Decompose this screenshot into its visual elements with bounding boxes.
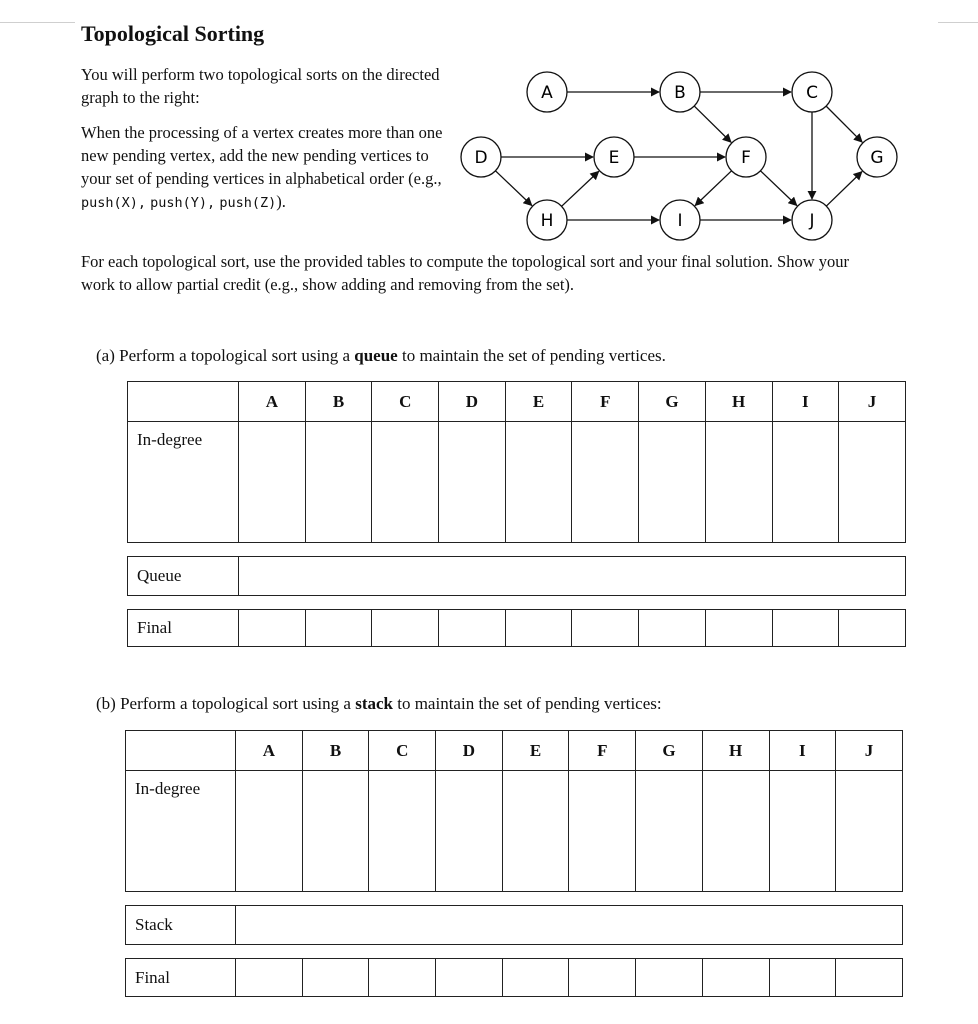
part-a-col-e: E — [505, 382, 572, 422]
part-a-col-i: I — [772, 382, 839, 422]
part-a-indegree-cell[interactable] — [772, 422, 839, 543]
part-a-indegree-cell[interactable] — [372, 422, 439, 543]
part-b-col-b: B — [302, 731, 369, 771]
part-a-text-post: to maintain the set of pending vertices. — [401, 346, 666, 365]
part-b-final-table — [125, 958, 903, 997]
part-b-col-c: C — [369, 731, 436, 771]
part-b-corner-cell — [126, 731, 236, 771]
vertex-label: J — [809, 211, 815, 231]
part-a-queue-label: Queue — [128, 557, 239, 596]
top-rule-right — [938, 22, 978, 23]
part-a-final-table — [127, 609, 906, 647]
part-a-header-row — [128, 382, 906, 422]
part-b-indegree-cell[interactable] — [302, 771, 369, 892]
part-a-queue-table — [127, 556, 906, 596]
part-a-indegree-table — [127, 381, 906, 543]
part-b-indegree-cell[interactable] — [502, 771, 569, 892]
part-a-indegree-row — [128, 422, 906, 543]
vertex-d — [461, 137, 501, 177]
part-a-indegree-cell[interactable] — [572, 422, 639, 543]
graph-vertices — [461, 72, 897, 240]
part-b-col-e: E — [502, 731, 569, 771]
part-b-col-d: D — [436, 731, 503, 771]
part-b-indegree-label: In-degree — [126, 771, 236, 892]
part-b-indegree-cell[interactable] — [702, 771, 769, 892]
intro-paragraph-2-text: When the processing of a vertex creates more than one new pending vertex, add the new pending vertices to your set of pending vertices in alphabetical order (e.g., — [81, 123, 443, 188]
part-b-indegree-cell[interactable] — [569, 771, 636, 892]
part-a-final-cell[interactable] — [305, 610, 372, 647]
vertex-label: I — [677, 211, 683, 231]
part-b-indegree-cell[interactable] — [836, 771, 903, 892]
vertex-label: C — [806, 83, 818, 103]
vertex-label: D — [474, 148, 488, 168]
part-a-final-cell[interactable] — [705, 610, 772, 647]
part-b-indegree-cell[interactable] — [236, 771, 303, 892]
part-a-final-cell[interactable] — [505, 610, 572, 647]
part-a-indegree-cell[interactable] — [305, 422, 372, 543]
part-b-indegree-cell[interactable] — [769, 771, 836, 892]
code-push-x: push(X), — [81, 195, 147, 211]
part-a-indegree-cell[interactable] — [705, 422, 772, 543]
part-a-indegree-cell[interactable] — [839, 422, 906, 543]
vertex-b — [660, 72, 700, 112]
vertex-g — [857, 137, 897, 177]
vertex-c — [792, 72, 832, 112]
top-rule-left — [0, 22, 75, 23]
part-b-col-i: I — [769, 731, 836, 771]
part-b-final-cell[interactable] — [702, 959, 769, 997]
part-b-label: (b) — [96, 694, 116, 713]
vertex-i — [660, 200, 700, 240]
edge-c-g — [826, 106, 862, 142]
vertex-label: B — [674, 83, 686, 103]
part-a-final-cell[interactable] — [772, 610, 839, 647]
vertex-label: F — [741, 148, 751, 168]
part-b-keyword: stack — [355, 694, 393, 713]
code-push-y: push(Y), — [150, 195, 216, 211]
edge-j-g — [826, 172, 862, 206]
part-a-indegree-cell[interactable] — [505, 422, 572, 543]
part-a-col-f: F — [572, 382, 639, 422]
part-b-col-f: F — [569, 731, 636, 771]
vertex-label: G — [870, 148, 884, 168]
part-a-col-a: A — [239, 382, 306, 422]
part-a-keyword: queue — [354, 346, 398, 365]
code-push-z: push(Z) — [219, 195, 277, 211]
part-a-label: (a) — [96, 346, 115, 365]
part-a-corner-cell — [128, 382, 239, 422]
edge-b-f — [694, 106, 731, 142]
edge-f-j — [760, 171, 796, 206]
part-b-header-row — [126, 731, 903, 771]
intro-paragraph-2-end: ). — [276, 192, 286, 211]
vertex-e — [594, 137, 634, 177]
part-a-instruction — [96, 346, 666, 366]
part-b-final-cell[interactable] — [502, 959, 569, 997]
part-b-final-cell[interactable] — [769, 959, 836, 997]
part-a-final-cell[interactable] — [839, 610, 906, 647]
part-b-final-cell[interactable] — [302, 959, 369, 997]
part-b-instruction — [96, 694, 662, 714]
vertex-label: A — [541, 83, 553, 103]
part-b-stack-label: Stack — [126, 906, 236, 945]
part-a-final-cell[interactable] — [239, 610, 306, 647]
part-b-stack-table — [125, 905, 903, 945]
part-b-text-pre: Perform a topological sort using a — [120, 694, 351, 713]
edge-h-e — [562, 171, 599, 206]
part-b-col-h: H — [702, 731, 769, 771]
part-b-indegree-cell[interactable] — [369, 771, 436, 892]
part-b-indegree-row — [126, 771, 903, 892]
part-a-indegree-label: In-degree — [128, 422, 239, 543]
vertex-f — [726, 137, 766, 177]
vertex-label: E — [608, 148, 620, 168]
part-b-col-g: G — [636, 731, 703, 771]
part-a-final-cell[interactable] — [439, 610, 506, 647]
part-a-col-j: J — [839, 382, 906, 422]
edge-f-i — [695, 171, 731, 206]
part-a-col-h: H — [705, 382, 772, 422]
part-a-col-g: G — [639, 382, 706, 422]
part-b-indegree-table — [125, 730, 903, 892]
part-b-indegree-cell[interactable] — [636, 771, 703, 892]
part-a-indegree-cell[interactable] — [239, 422, 306, 543]
part-b-col-a: A — [236, 731, 303, 771]
vertex-h — [527, 200, 567, 240]
vertex-j — [792, 200, 832, 240]
part-b-final-cell[interactable] — [569, 959, 636, 997]
part-b-text-post: to maintain the set of pending vertices: — [397, 694, 662, 713]
part-b-col-j: J — [836, 731, 903, 771]
part-b-final-cell[interactable] — [236, 959, 303, 997]
intro-paragraph-1: You will perform two topological sorts on the directed graph to the right: — [81, 65, 440, 107]
part-b-final-label: Final — [126, 959, 236, 997]
part-b-final-cell[interactable] — [369, 959, 436, 997]
intro-paragraph-2 — [81, 121, 453, 215]
part-a-col-b: B — [305, 382, 372, 422]
part-a-indegree-cell[interactable] — [639, 422, 706, 543]
part-a-final-label: Final — [128, 610, 239, 647]
part-b-indegree-cell[interactable] — [436, 771, 503, 892]
part-a-final-cell[interactable] — [572, 610, 639, 647]
part-a-col-c: C — [372, 382, 439, 422]
part-a-final-cell[interactable] — [372, 610, 439, 647]
part-a-indegree-cell[interactable] — [439, 422, 506, 543]
edge-d-h — [495, 171, 531, 206]
vertex-a — [527, 72, 567, 112]
page-title: Topological Sorting — [81, 21, 265, 46]
part-a-queue-cell[interactable] — [239, 557, 906, 596]
part-b-stack-cell[interactable] — [236, 906, 903, 945]
vertex-label: H — [540, 211, 554, 231]
part-a-final-cell[interactable] — [639, 610, 706, 647]
part-a-col-d: D — [439, 382, 506, 422]
part-b-final-cell[interactable] — [636, 959, 703, 997]
directed-graph — [440, 60, 920, 250]
part-b-final-cell[interactable] — [836, 959, 903, 997]
intro-paragraph-3: For each topological sort, use the provided tables to compute the topological sort and your final solution. Show your work to allow partial credit (e.g., show adding and removing from the set). — [81, 252, 850, 294]
part-b-final-cell[interactable] — [436, 959, 503, 997]
part-a-text-pre: Perform a topological sort using a — [119, 346, 350, 365]
